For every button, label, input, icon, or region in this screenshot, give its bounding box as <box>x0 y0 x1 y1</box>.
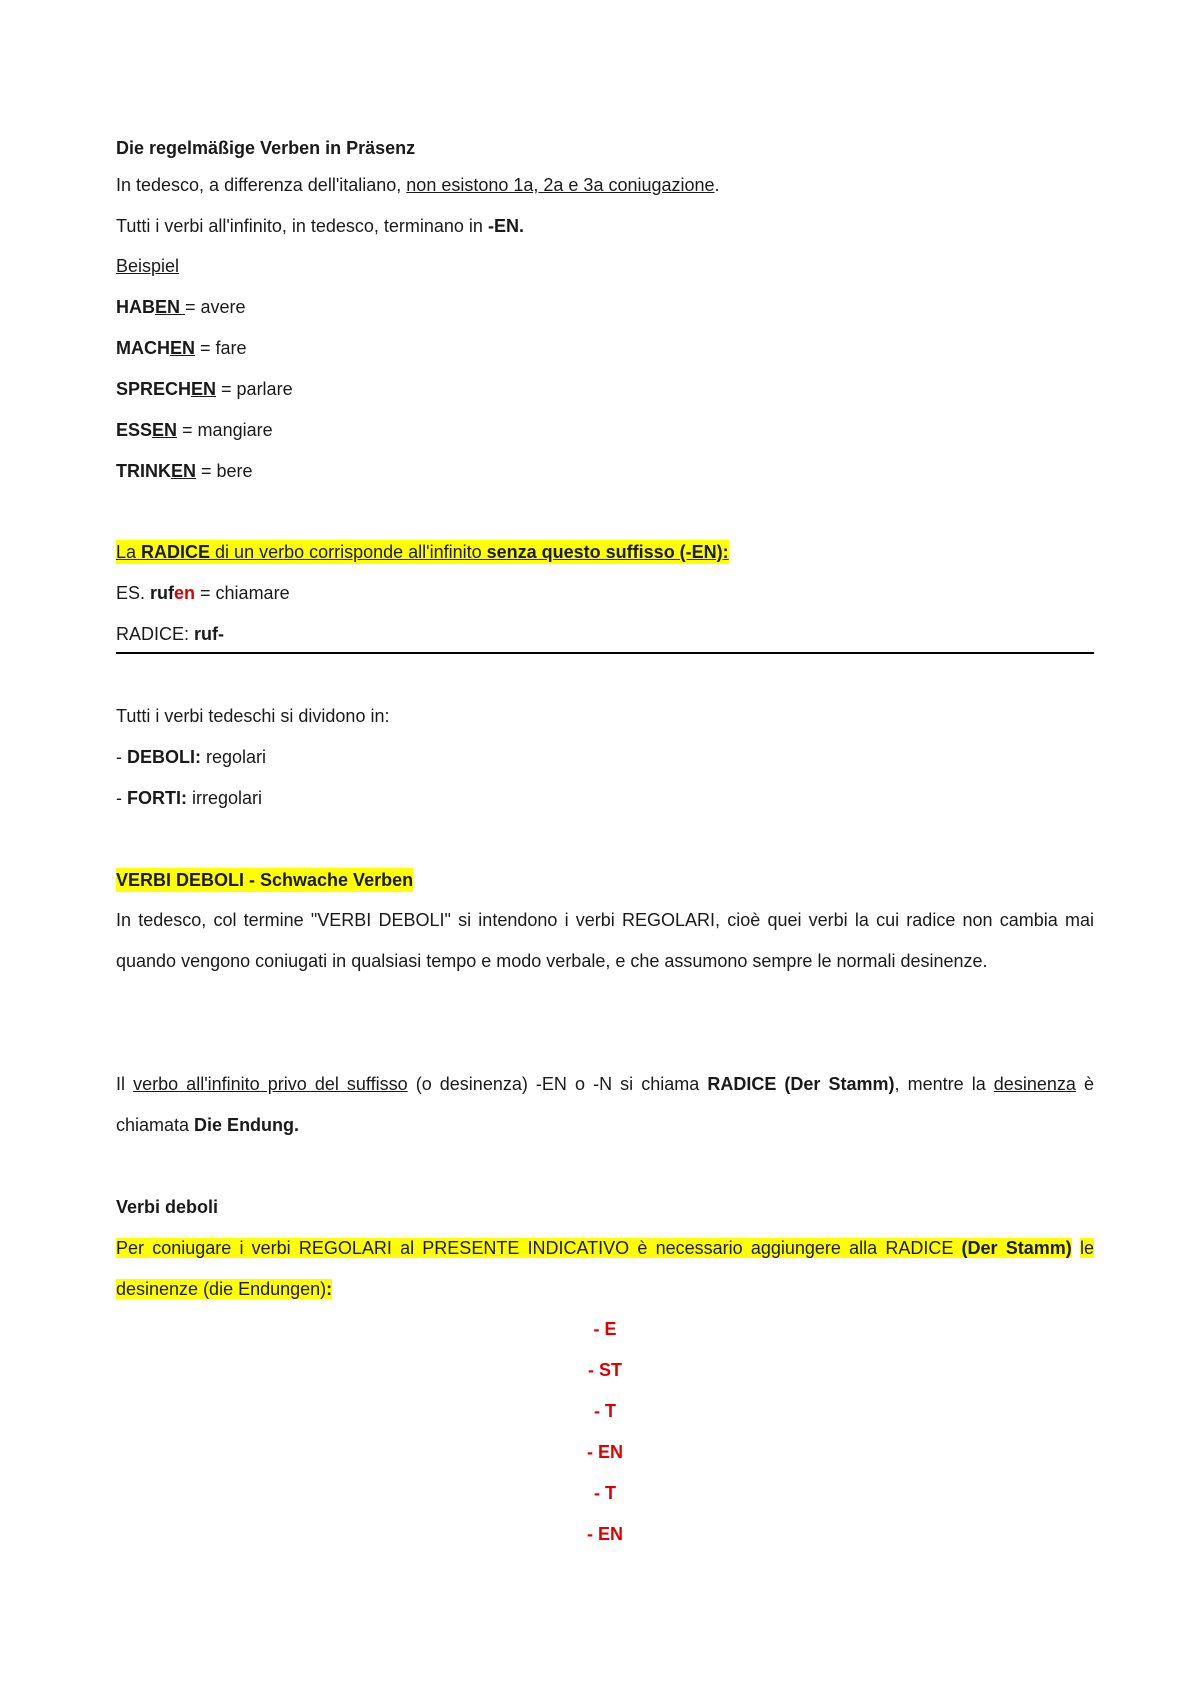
stamm-bold-2: Die Endung. <box>194 1115 300 1135</box>
verbi-deboli-heading: Verbi deboli <box>116 1197 219 1217</box>
example-haben <box>116 295 246 319</box>
example-ending: EN <box>152 420 178 440</box>
coniugare-post: le desinenze (die Endungen) <box>116 1238 1094 1299</box>
example-meaning: = fare <box>195 338 247 358</box>
divide-item-label: FORTI: <box>127 788 187 808</box>
divide-item-forti <box>116 786 262 810</box>
example-meaning: = parlare <box>216 379 293 399</box>
example-rufen <box>116 581 290 605</box>
beispiel-label: Beispiel <box>116 256 180 276</box>
ending-item: - EN <box>587 1442 623 1462</box>
ending-item: - EN <box>587 1524 623 1544</box>
stamm-mid-2: , mentre la <box>894 1074 994 1094</box>
example-sprechen <box>116 377 293 401</box>
ending-item: - ST <box>588 1360 622 1380</box>
example-stem: TRINK <box>116 461 171 481</box>
radice-def-mid: di un verbo corrisponde all'infinito <box>210 542 487 562</box>
coniugare-colon: : <box>326 1279 333 1299</box>
example-stem: ESS <box>116 420 153 440</box>
document-title: Die regelmäßige Verben in Präsenz <box>116 138 416 158</box>
example-ending: EN <box>171 461 197 481</box>
stamm-paragraph <box>116 1064 1094 1146</box>
radice-def-bold-rest: senza questo suffisso (-EN): <box>486 542 729 562</box>
example-meaning: = mangiare <box>177 420 273 440</box>
divide-item-dash: - <box>116 747 127 767</box>
stamm-mid-1: (o desinenza) -EN o -N si chiama <box>407 1074 708 1094</box>
example-stem: SPRECH <box>116 379 192 399</box>
divide-intro: Tutti i verbi tedeschi si dividono in: <box>116 706 390 726</box>
divide-item-rest: irregolari <box>187 788 263 808</box>
example-trinken <box>116 459 253 483</box>
example-machen <box>116 336 247 360</box>
example-stem: MACH <box>116 338 170 358</box>
stamm-underlined-2: desinenza <box>993 1074 1076 1094</box>
coniugare-bold: (Der Stamm) <box>961 1238 1072 1258</box>
intro-p1-suffix: . <box>714 175 720 195</box>
divide-item-label: DEBOLI: <box>127 747 201 767</box>
example-meaning: = avere <box>185 297 246 317</box>
example-ending: EN <box>191 379 217 399</box>
radice-def-pre: La <box>116 542 142 562</box>
deboli-heading: VERBI DEBOLI - Schwache Verben <box>116 870 414 890</box>
example-essen <box>116 418 273 442</box>
intro-p1-prefix: In tedesco, a differenza dell'italiano, <box>116 175 407 195</box>
divide-item-rest: regolari <box>201 747 267 767</box>
intro-paragraph-2 <box>116 214 524 238</box>
horizontal-rule <box>116 652 1094 654</box>
example-meaning: = bere <box>196 461 253 481</box>
radice-example-line <box>116 622 224 646</box>
intro-p2-prefix: Tutti i verbi all'infinito, in tedesco, terminano in <box>116 216 488 236</box>
ending-item: - E <box>593 1319 617 1339</box>
es-ending: en <box>174 583 196 603</box>
ending-item: - T <box>594 1401 616 1421</box>
coniugare-pre: Per coniugare i verbi REGOLARI al PRESENTE INDICATIVO è necessario aggiungere alla RADICE <box>116 1238 962 1258</box>
example-ending: EN <box>170 338 196 358</box>
stamm-underlined-1: verbo all'infinito privo del suffisso <box>133 1074 408 1094</box>
es-stem: ruf <box>150 583 175 603</box>
divide-item-dash: - <box>116 788 127 808</box>
es-post: = chiamare <box>195 583 290 603</box>
radice-line-label: RADICE: <box>116 624 195 644</box>
stamm-pre: Il <box>116 1074 134 1094</box>
coniugare-paragraph <box>116 1228 1094 1310</box>
stamm-mid-3: è chiamata <box>116 1074 1094 1135</box>
example-ending: EN <box>155 297 186 317</box>
radice-definition <box>116 540 729 564</box>
intro-p1-underlined: non esistono 1a, 2a e 3a coniugazione <box>406 175 715 195</box>
deboli-paragraph: In tedesco, col termine "VERBI DEBOLI" si intendono i verbi REGOLARI, cioè quei verbi la cui radice non cambia mai quando vengono coniugati in qualsiasi tempo e modo verbale, e che assumono sempre le normali desinenze. <box>116 910 1094 971</box>
intro-paragraph-1 <box>116 173 720 197</box>
divide-item-deboli <box>116 745 266 769</box>
radice-def-keyword: RADICE <box>141 542 211 562</box>
intro-p2-bold: -EN. <box>487 216 524 236</box>
radice-line-value: ruf- <box>194 624 225 644</box>
es-pre: ES. <box>116 583 151 603</box>
stamm-bold-1: RADICE (Der Stamm) <box>707 1074 895 1094</box>
ending-item: - T <box>594 1483 616 1503</box>
example-stem: HAB <box>116 297 155 317</box>
